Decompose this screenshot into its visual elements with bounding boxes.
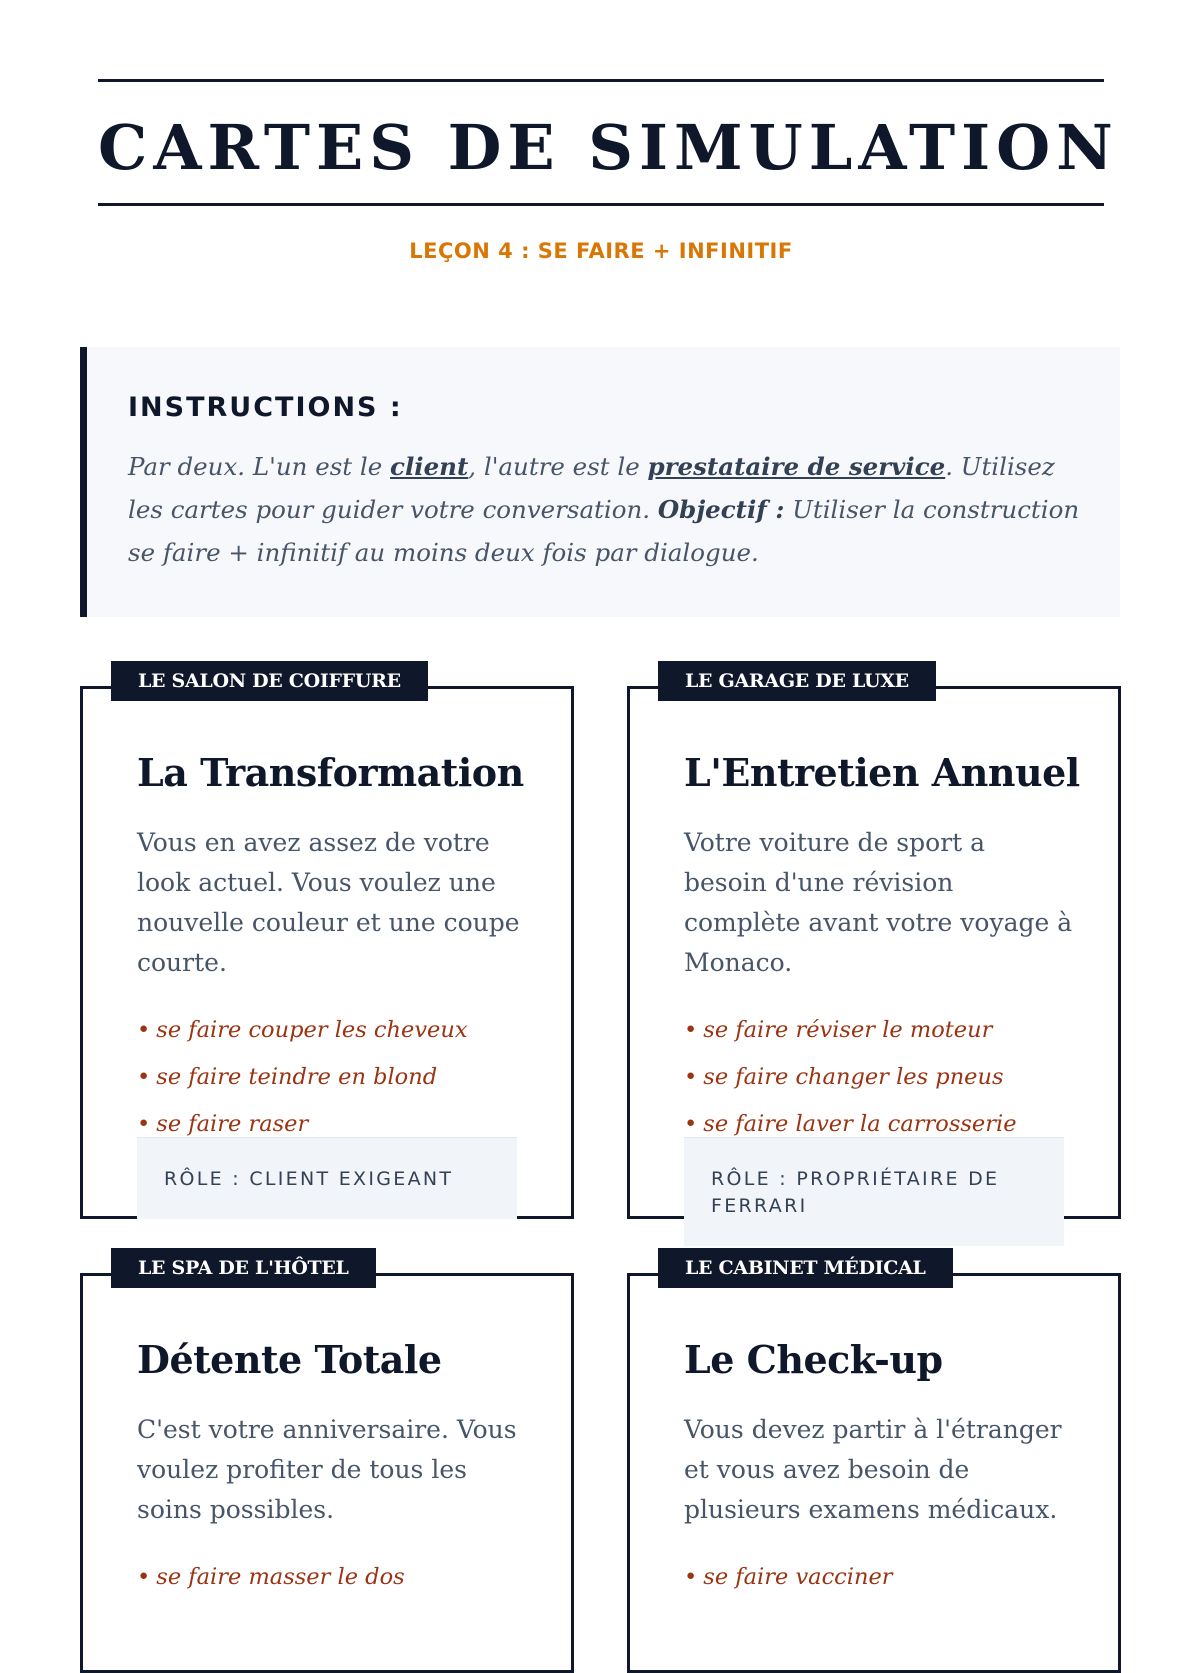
instructions-title: INSTRUCTIONS :	[128, 392, 403, 423]
phrase-item	[684, 1007, 1017, 1054]
client-keyword: client	[390, 452, 469, 481]
phrase-item	[137, 1054, 468, 1101]
card-title: Le Check-up	[684, 1337, 943, 1382]
page-title: CARTES DE SIMULATION	[98, 111, 1119, 184]
instructions-text-3: . Utilisez les cartes pour guider votre conversation.	[128, 452, 1055, 524]
phrase-item	[684, 1054, 1017, 1101]
instructions-text-4: Utiliser la construction se faire + infinitif au moins deux fois par dialogue.	[128, 495, 1080, 567]
simulation-card-garage	[627, 670, 1121, 1219]
phrase-list	[137, 1554, 405, 1601]
card-location-tag: LE CABINET MÉDICAL	[658, 1248, 953, 1288]
bullet-icon: •	[137, 1064, 151, 1090]
instructions-text	[128, 445, 1080, 574]
card-description: Votre voiture de sport a besoin d'une révision complète avant votre voyage à Monaco.	[684, 828, 1073, 977]
bullet-icon: •	[684, 1111, 698, 1137]
card-title: Détente Totale	[137, 1337, 442, 1382]
card-title: La Transformation	[137, 750, 524, 795]
bullet-icon: •	[137, 1017, 151, 1043]
bullet-icon: •	[684, 1564, 698, 1590]
provider-keyword: prestataire de service	[647, 452, 946, 481]
lesson-subtitle: LEÇON 4 : SE FAIRE + INFINITIF	[409, 239, 793, 263]
card-location-tag: LE SALON DE COIFFURE	[111, 661, 428, 701]
bullet-icon: •	[137, 1111, 151, 1137]
card-location-tag: LE GARAGE DE LUXE	[658, 661, 936, 701]
bullet-icon: •	[684, 1064, 698, 1090]
phrase-text: se faire raser	[156, 1111, 309, 1137]
phrase-text: se faire laver la carrosserie	[703, 1111, 1017, 1137]
bullet-icon: •	[137, 1564, 151, 1590]
bullet-icon: •	[684, 1017, 698, 1043]
instructions-text-1: Par deux. L'un est le	[128, 452, 391, 481]
phrase-text: se faire changer les pneus	[703, 1064, 1004, 1090]
simulation-card-spa	[80, 1257, 574, 1673]
phrase-list	[684, 1554, 893, 1601]
phrase-text: se faire vacciner	[703, 1564, 893, 1590]
card-location-tag: LE SPA DE L'HÔTEL	[111, 1248, 376, 1288]
phrase-list	[137, 1007, 468, 1148]
phrase-item	[137, 1554, 405, 1601]
instructions-box	[80, 347, 1120, 617]
simulation-card-salon	[80, 670, 574, 1219]
phrase-text: se faire réviser le moteur	[703, 1017, 993, 1043]
role-badge: RÔLE : CLIENT EXIGEANT	[137, 1137, 517, 1219]
phrase-text: se faire teindre en blond	[156, 1064, 438, 1090]
phrase-text: se faire couper les cheveux	[156, 1017, 468, 1043]
card-title: L'Entretien Annuel	[684, 750, 1080, 795]
phrase-item	[137, 1007, 468, 1054]
role-badge: RÔLE : PROPRIÉTAIRE DE FERRARI	[684, 1137, 1064, 1246]
card-description: Vous devez partir à l'étranger et vous avez besoin de plusieurs examens médicaux.	[684, 1415, 1062, 1524]
phrase-text: se faire masser le dos	[156, 1564, 405, 1590]
phrase-list	[684, 1007, 1017, 1148]
simulation-card-medical	[627, 1257, 1121, 1673]
card-description: C'est votre anniversaire. Vous voulez profiter de tous les soins possibles.	[137, 1415, 517, 1524]
instructions-text-2: , l'autre est le	[468, 452, 648, 481]
phrase-item	[684, 1554, 893, 1601]
header-bottom-rule	[98, 203, 1104, 206]
card-description: Vous en avez assez de votre look actuel. Vous voulez une nouvelle couleur et une coupe courte.	[137, 828, 520, 977]
header-top-rule	[98, 79, 1104, 82]
objective-label: Objectif :	[657, 495, 785, 524]
